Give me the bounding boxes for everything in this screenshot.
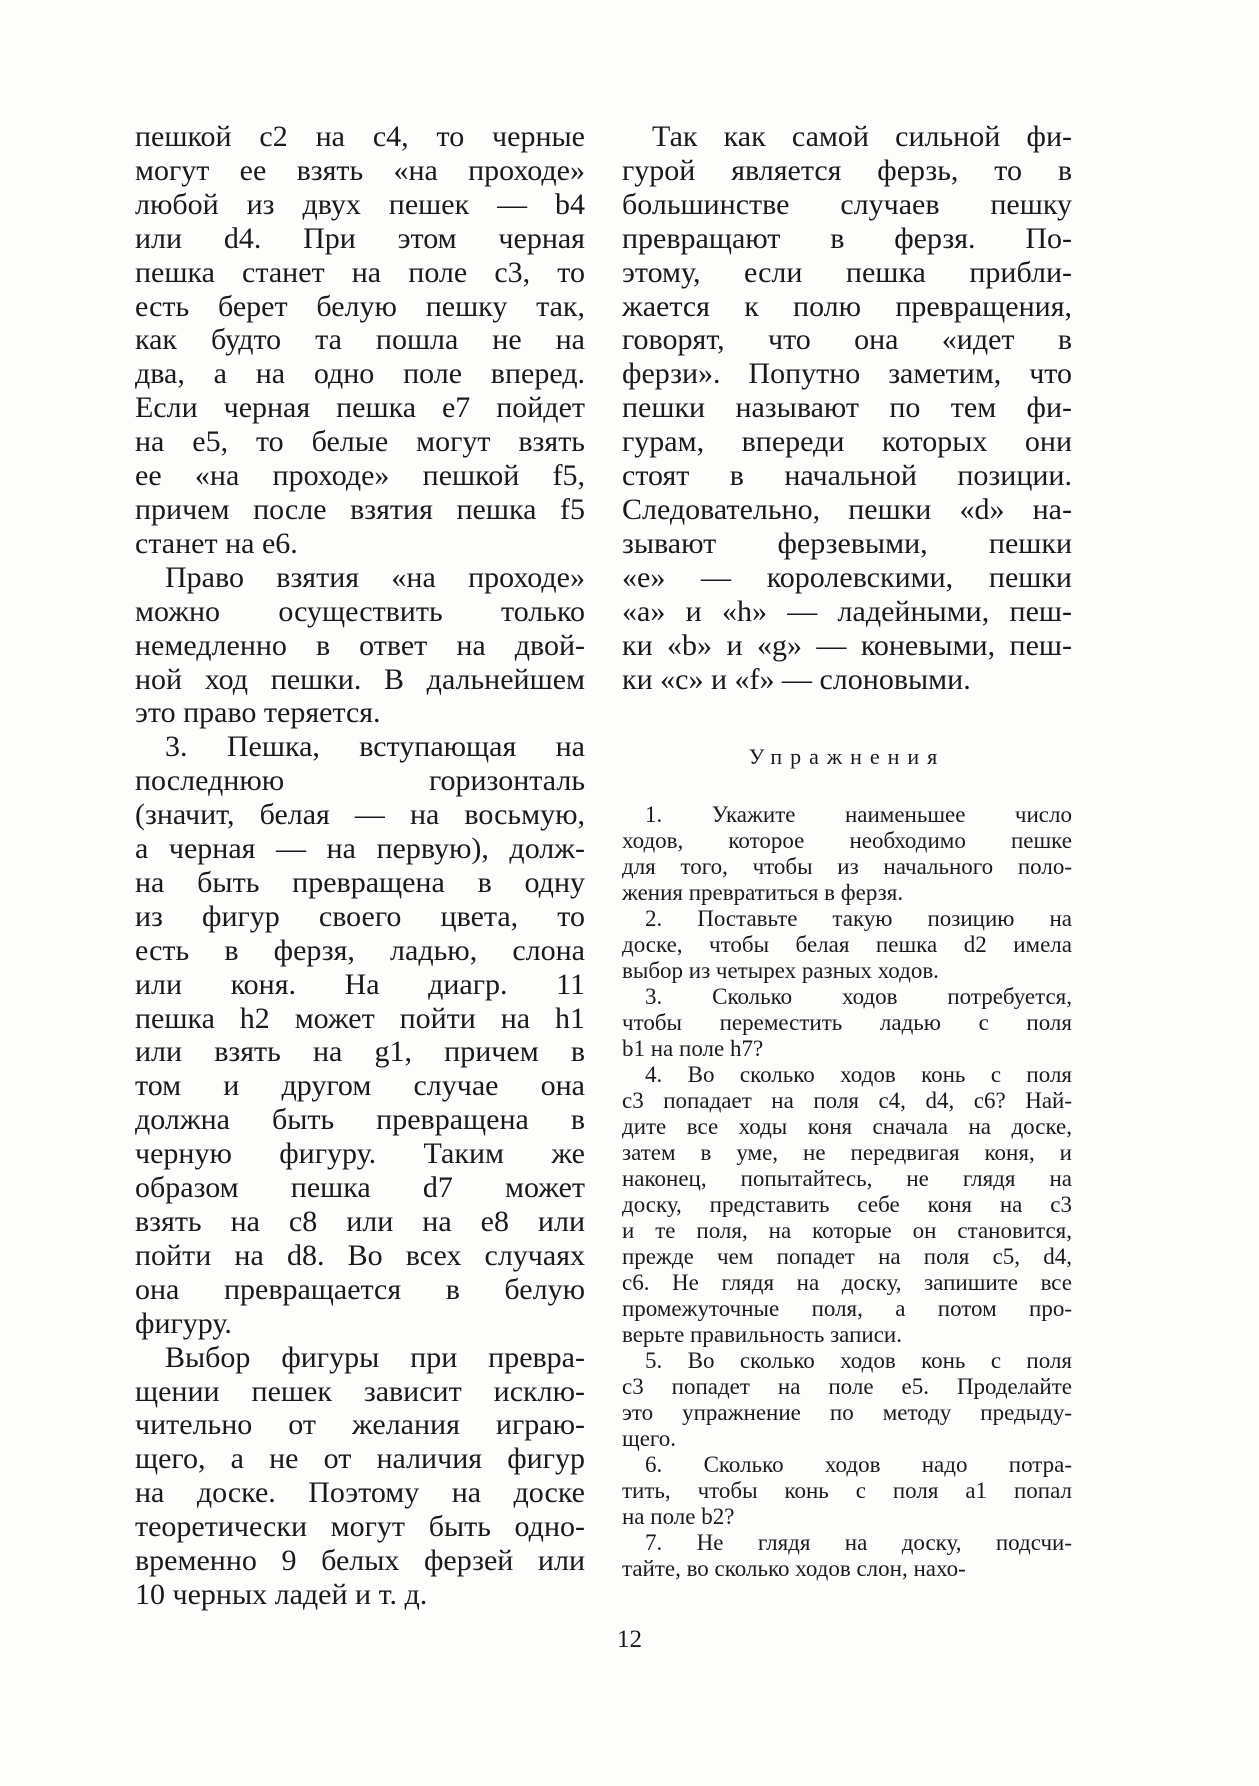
text-line: последнюю горизонталь bbox=[135, 764, 585, 798]
text-line: доске, чтобы белая пешка d2 имела bbox=[622, 932, 1072, 957]
text-line: наконец, попытайтесь, не глядя на bbox=[622, 1166, 1072, 1191]
text-line: станет на е6. bbox=[135, 526, 298, 560]
text-line: 10 черных ладей и т. д. bbox=[135, 1577, 428, 1611]
text-line: чительно от желания играю- bbox=[135, 1408, 585, 1442]
text-line: 6. Сколько ходов надо потра- bbox=[622, 1452, 1072, 1477]
text-line: тить, чтобы конь с поля а1 попал bbox=[622, 1478, 1072, 1503]
text-line: ной ход пешки. В дальнейшем bbox=[135, 662, 585, 696]
text-line: b1 на поле h7? bbox=[622, 1036, 764, 1061]
text-line: верьте правильность записи. bbox=[622, 1322, 902, 1347]
text-line: щего, а не от наличия фигур bbox=[135, 1442, 585, 1476]
text-line: говорят, что она «идет в bbox=[622, 323, 1072, 357]
exercises-heading: Упражнения bbox=[748, 744, 946, 769]
text-line: взять на с8 или на е8 или bbox=[135, 1205, 585, 1238]
text-line: тайте, во сколько ходов слон, нахо- bbox=[622, 1556, 966, 1581]
text-line: том и другом случае она bbox=[135, 1069, 585, 1103]
text-line: большинстве случаев пешку bbox=[622, 187, 1072, 221]
text-line: пойти на d8. Во всех случаях bbox=[135, 1238, 585, 1272]
text-line: пешки называют по тем фи- bbox=[622, 391, 1072, 425]
text-line: немедленно в ответ на двой- bbox=[135, 628, 585, 662]
exercises-list bbox=[622, 802, 1072, 1582]
text-line: есть в ферзя, ладью, слона bbox=[135, 933, 585, 967]
text-line: промежуточные поля, а потом про- bbox=[622, 1296, 1072, 1321]
text-line: доску, представить себе коня на с3 bbox=[622, 1192, 1072, 1217]
text-line: должна быть превращена в bbox=[135, 1103, 585, 1137]
text-line: теоретически могут быть одно- bbox=[135, 1510, 585, 1544]
text-line: а черная — на первую), долж- bbox=[135, 832, 585, 866]
text-line: с3 попадет на поле е5. Проделайте bbox=[622, 1374, 1072, 1399]
text-line: чтобы переместить ладью с поля bbox=[622, 1010, 1072, 1035]
text-line: фигуру. bbox=[135, 1306, 232, 1340]
text-line: ходов, которое необходимо пешке bbox=[622, 828, 1072, 853]
text-line: 2. Поставьте такую позицию на bbox=[622, 906, 1072, 931]
text-line: пешка станет на поле с3, то bbox=[135, 255, 585, 289]
text-line: ки «b» и «g» — коневыми, пеш- bbox=[622, 628, 1072, 662]
text-line: 7. Не глядя на доску, подсчи- bbox=[622, 1530, 1072, 1555]
text-line: или взять на g1, причем в bbox=[135, 1035, 585, 1069]
text-line: «а» и «h» — ладейными, пеш- bbox=[622, 594, 1072, 628]
text-line: на доске. Поэтому на доске bbox=[135, 1476, 585, 1510]
text-line: «е» — королевскими, пешки bbox=[622, 560, 1072, 594]
text-line: с6. Не глядя на доску, запишите все bbox=[622, 1270, 1072, 1295]
text-line: из фигур своего цвета, то bbox=[135, 899, 585, 933]
text-line: пешка h2 может пойти на h1 bbox=[135, 1001, 585, 1035]
text-line: или коня. На диагр. 11 bbox=[135, 967, 585, 1001]
text-line: она превращается в белую bbox=[135, 1272, 585, 1306]
text-line: гурам, впереди которых они bbox=[622, 425, 1072, 459]
text-line: или d4. При этом черная bbox=[135, 221, 585, 255]
text-line: ферзи». Попутно заметим, что bbox=[622, 357, 1072, 391]
right-column-text bbox=[622, 120, 1072, 696]
text-line: Следовательно, пешки «d» на- bbox=[622, 492, 1072, 526]
text-line: причем после взятия пешка f5 bbox=[135, 492, 585, 526]
text-line: на е5, то белые могут взять bbox=[135, 425, 585, 459]
text-line: ки «с» и «f» — слоновыми. bbox=[622, 662, 971, 696]
text-line: щении пешек зависит исклю- bbox=[135, 1374, 585, 1408]
text-line: Право взятия «на проходе» bbox=[135, 560, 585, 594]
text-line: есть берет белую пешку так, bbox=[135, 289, 585, 323]
text-line: Выбор фигуры при превра- bbox=[135, 1340, 585, 1374]
text-line: выбор из четырех разных ходов. bbox=[622, 958, 939, 983]
left-column bbox=[135, 120, 585, 1612]
text-line: затем в уме, не передвигая коня, и bbox=[622, 1140, 1072, 1165]
text-line: щего. bbox=[622, 1426, 677, 1451]
text-line: как будто та пошла не на bbox=[135, 323, 585, 357]
text-line: образом пешка d7 может bbox=[135, 1171, 585, 1205]
text-line: этому, если пешка прибли- bbox=[622, 255, 1072, 289]
text-line: на поле b2? bbox=[622, 1504, 735, 1529]
text-line: 1. Укажите наименьшее число bbox=[622, 802, 1072, 827]
text-line: 3. Сколько ходов потребуется, bbox=[622, 984, 1072, 1009]
text-line: это право теряется. bbox=[135, 696, 381, 730]
text-line: можно осуществить только bbox=[135, 594, 585, 628]
text-line: жения превратиться в ферзя. bbox=[622, 880, 904, 905]
text-line: прежде чем попадет на поля с5, d4, bbox=[622, 1244, 1072, 1269]
text-line: Так как самой сильной фи- bbox=[622, 120, 1072, 153]
text-line: любой из двух пешек — b4 bbox=[135, 187, 585, 221]
text-line: ее «на проходе» пешкой f5, bbox=[135, 459, 585, 493]
text-line: 5. Во сколько ходов конь с поля bbox=[622, 1348, 1072, 1373]
text-line: 4. Во сколько ходов конь с поля bbox=[622, 1062, 1072, 1087]
text-line: (значит, белая — на восьмую, bbox=[135, 798, 585, 832]
text-line: превращают в ферзя. По- bbox=[622, 221, 1072, 255]
text-line: 3. Пешка, вступающая на bbox=[135, 730, 585, 764]
text-line: и те поля, на которые он становится, bbox=[622, 1218, 1072, 1243]
text-line: пешкой с2 на с4, то черные bbox=[135, 120, 585, 153]
text-line: черную фигуру. Таким же bbox=[135, 1137, 585, 1171]
text-line: зывают ферзевыми, пешки bbox=[622, 526, 1072, 560]
text-line: на быть превращена в одну bbox=[135, 865, 585, 899]
text-line: дите все ходы коня сначала на доске, bbox=[622, 1114, 1072, 1139]
text-line: могут ее взять «на проходе» bbox=[135, 153, 585, 187]
text-line: это упражнение по методу предыду- bbox=[622, 1400, 1072, 1425]
text-line: для того, чтобы из начального поло- bbox=[622, 854, 1072, 879]
text-line: Если черная пешка е7 пойдет bbox=[135, 391, 585, 425]
text-line: два, а на одно поле вперед. bbox=[135, 357, 585, 391]
page-number: 12 bbox=[617, 1626, 642, 1653]
text-line: гурой является ферзь, то в bbox=[622, 153, 1072, 187]
text-line: временно 9 белых ферзей или bbox=[135, 1544, 585, 1578]
text-line: с3 попадает на поля с4, d4, с6? Най- bbox=[622, 1088, 1072, 1113]
text-line: стоят в начальной позиции. bbox=[622, 459, 1072, 493]
text-line: жается к полю превращения, bbox=[622, 289, 1072, 323]
